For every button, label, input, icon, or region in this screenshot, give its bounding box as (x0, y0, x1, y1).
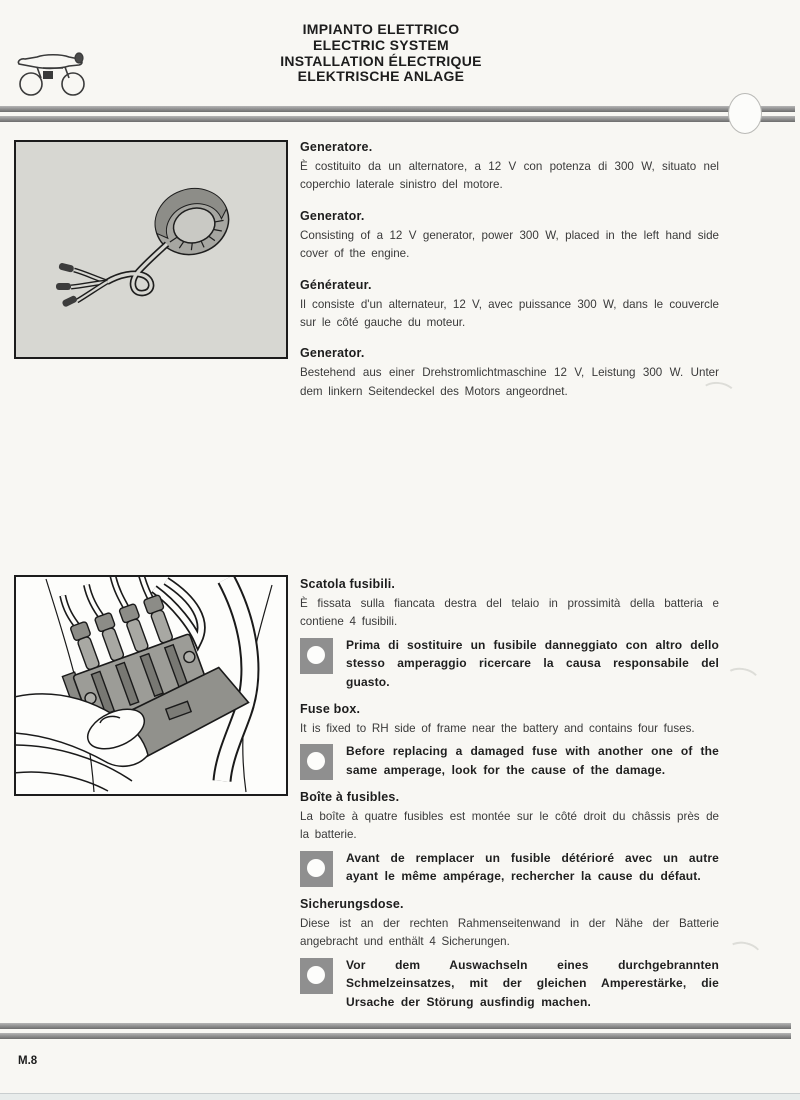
generator-entry-italian (300, 139, 719, 195)
entry-heading: Generator. (300, 208, 365, 223)
entry-body: Bestehend aus einer Drehstromlichtmaschine 12 V, Leistung 300 W. Unter dem linkern Seitendeckel des Motors angeordnet. (300, 366, 719, 398)
page-bottom-edge (0, 1093, 800, 1100)
fusebox-entry-french (300, 789, 719, 887)
fusebox-entry-german (300, 896, 719, 1012)
top-divider (0, 106, 795, 126)
warning-dot (307, 859, 325, 877)
warning-text: Vor dem Auswachseln eines durchgebrannten Schmelzeinsatzes, mit der gleichen Amperestärke, die Ursache der Störung ausfindig machen. (346, 957, 719, 1009)
entry-heading: Generatore. (300, 140, 373, 154)
warning-note-icon (300, 958, 333, 994)
alternator-stator-drawing (16, 142, 286, 357)
title-line-german: ELEKTRISCHE ANLAGE (297, 68, 465, 85)
fusebox-drawing (16, 577, 286, 794)
page-curl-mark (724, 939, 764, 970)
warning-dot (307, 646, 325, 664)
warning-text: Prima di sostituire un fusibile danneggiato con altro dello stesso amperaggio ricercare la causa responsabile del guasto. (346, 637, 719, 689)
divider-bar (0, 106, 795, 112)
entry-body: It is fixed to RH side of frame near the battery and contains four fuses. (300, 721, 695, 735)
divider-bar (0, 1033, 791, 1039)
page-title (181, 22, 581, 85)
entry-heading: Boîte à fusibles. (300, 790, 400, 804)
entry-heading: Scatola fusibili. (300, 577, 396, 591)
entry-body: È fissata sulla fiancata destra del telaio in prossimità della batteria e contiene 4 fusibili. (300, 597, 719, 629)
entry-heading: Sicherungsdose. (300, 896, 404, 911)
warning-note (300, 956, 719, 1012)
entry-body: È costituito da un alternatore, a 12 V con potenza di 300 W, situato nel coperchio laterale sinistro del motore. (300, 160, 719, 192)
warning-note-icon (300, 638, 333, 674)
entry-body: La boîte à quatre fusibles est montée sur le côté droit du châssis près de la batterie. (300, 810, 719, 842)
entry-body: Il consiste d'un alternateur, 12 V, avec puissance 300 W, dans le couvercle sur le côté gauche du moteur. (300, 297, 719, 330)
fusebox-entry-italian (300, 576, 719, 692)
fusebox-text-column (300, 576, 719, 1020)
title-line-english: ELECTRIC SYSTEM (313, 36, 449, 53)
entry-heading: Generator. (300, 346, 365, 361)
generator-entry-french (300, 277, 719, 333)
title-line-french: INSTALLATION ÉLECTRIQUE (280, 52, 482, 69)
bottom-divider (0, 1023, 791, 1043)
entry-heading: Générateur. (300, 277, 372, 292)
title-line-italian: IMPIANTO ELETTRICO (302, 21, 460, 37)
generator-entry-german (300, 345, 719, 401)
warning-note (300, 849, 719, 887)
warning-note-icon (300, 744, 333, 780)
entry-body: Diese ist an der rechten Rahmenseitenwand in der Nähe der Batterie angebracht und enthält 4 Sicherungen. (300, 916, 719, 949)
motorcycle-icon (13, 46, 89, 100)
fusebox-illustration (14, 575, 288, 796)
warning-text: Before replacing a damaged fuse with another one of the same amperage, look for the cause of the damage. (346, 744, 719, 777)
page-number: M.8 (18, 1055, 38, 1067)
warning-note (300, 636, 719, 692)
punch-hole (728, 93, 762, 134)
warning-text: Avant de remplacer un fusible détérioré avec un autre ayant le même ampérage, rechercher la cause du défaut. (346, 850, 719, 884)
warning-dot (307, 966, 325, 984)
entry-body: Consisting of a 12 V generator, power 300 W, placed in the left hand side cover of the engine. (300, 228, 719, 261)
entry-heading: Fuse box. (300, 701, 361, 716)
warning-note-icon (300, 851, 333, 887)
generator-entry-english (300, 208, 719, 264)
divider-bar (0, 116, 795, 122)
fusebox-entry-english (300, 701, 719, 780)
page-curl-mark (722, 665, 762, 695)
generator-text-column (300, 139, 719, 414)
warning-dot (307, 752, 325, 770)
generator-photo (14, 140, 288, 359)
divider-bar (0, 1023, 791, 1029)
warning-note (300, 742, 719, 780)
